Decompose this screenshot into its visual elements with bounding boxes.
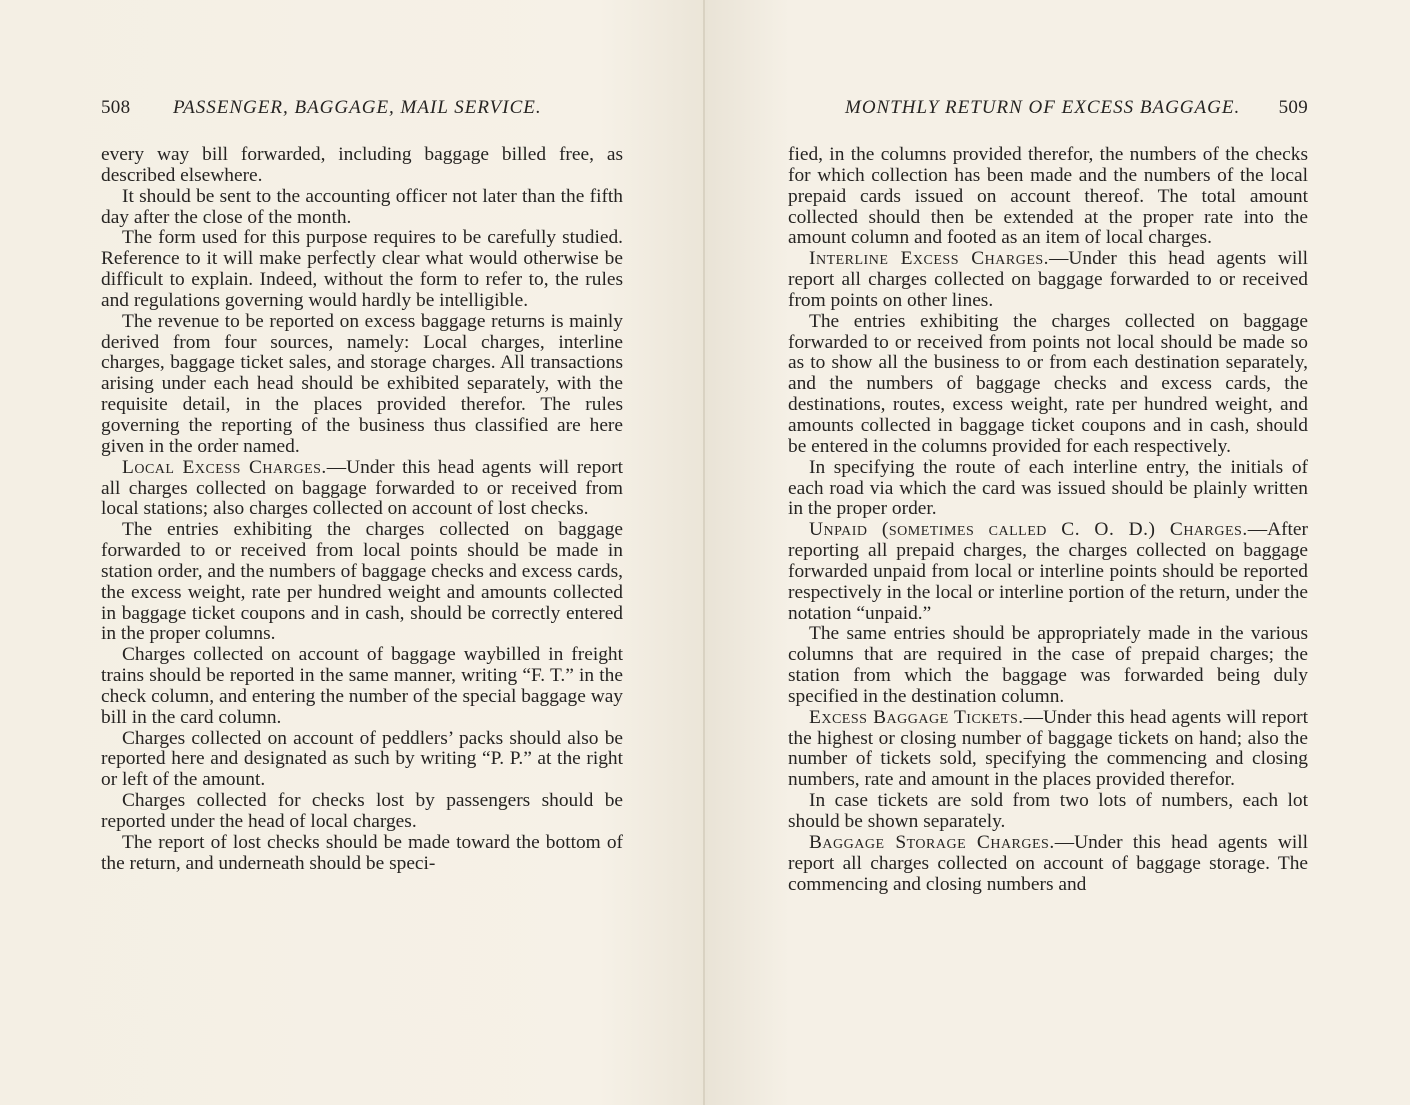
- right-body-text: [788, 145, 1308, 895]
- paragraph: Interline Excess Charges.—Under this head agents will report all charges collected on baggage forwarded to or received from points on other lines.: [788, 248, 1308, 311]
- section-heading: Excess Baggage Tickets.: [809, 706, 1024, 728]
- paragraph: The revenue to be reported on excess baggage returns is mainly derived from four sources, namely: Local charges, interline charges, baggage ticket sales, and storage charges. All transactions arising under each head should be exhibited separately, with the requisite detail, in the places provided therefor. The rules governing the reporting of the business thus classified are here given in the order named.: [101, 310, 623, 457]
- section-heading: Interline Excess Charges.: [809, 248, 1049, 270]
- paragraph: Baggage Storage Charges.—Under this head agents will report all charges collected on account of baggage storage. The commencing and closing numbers and: [788, 831, 1309, 895]
- paragraph: Local Excess Charges.—Under this head agents will report all charges collected on baggage forwarded to or received from local stations; also charges collected on account of lost checks.: [101, 456, 623, 520]
- paragraph: every way bill forwarded, including baggage billed free, as described elsewhere.: [101, 144, 623, 186]
- section-heading: Baggage Storage Charges.: [809, 831, 1055, 853]
- left-body-text: [101, 145, 623, 875]
- paragraph: In case tickets are sold from two lots of numbers, each lot should be shown separately.: [788, 790, 1308, 832]
- paragraph: The entries exhibiting the charges collected on baggage forwarded to or received from points not local should be made so as to show all the business to or from each destination separately, and the numbers of baggage checks and excess cards, the destinations, routes, excess weight, rate per hundred weight, and amounts collected in baggage ticket coupons and in cash, should be entered in the columns provided for each respectively.: [788, 310, 1308, 457]
- page-number: 509: [1278, 97, 1308, 118]
- paragraph: In specifying the route of each interline entry, the initials of each road via which the card was issued should be plainly written in the proper order.: [788, 456, 1308, 520]
- paragraph: Charges collected on account of peddlers’ packs should also be reported here and designated as such by writing “P. P.” at the right or left of the amount.: [101, 727, 623, 791]
- paragraph: The form used for this purpose requires to be carefully studied. Reference to it will make perfectly clear what would otherwise be difficult to explain. Indeed, without the form to refer to, the rules and regulations governing would hardly be intelligible.: [101, 227, 623, 311]
- section-heading: Unpaid (sometimes called C. O. D.) Charges.: [809, 519, 1248, 541]
- paragraph: Excess Baggage Tickets.—Under this head agents will report the highest or closing number of baggage tickets on hand; also the number of tickets sold, specifying the commencing and closing numbers, rate and amount in the places provided therefor.: [788, 706, 1308, 791]
- running-head: MONTHLY RETURN OF EXCESS BAGGAGE.: [845, 97, 1241, 118]
- paragraph: Unpaid (sometimes called C. O. D.) Charges.—After reporting all prepaid charges, the charges collected on baggage forwarded unpaid from local or interline points should be reported respectively in the local or interline portion of the return, under the notation “unpaid.”: [788, 519, 1308, 624]
- paragraph: Charges collected on account of baggage waybilled in freight trains should be reported in the same manner, writing “F. T.” in the check column, and entering the number of the special baggage way bill in the card column.: [101, 644, 623, 728]
- paragraph: Charges collected for checks lost by passengers should be reported under the head of local charges.: [101, 790, 623, 832]
- paragraph: The report of lost checks should be made toward the bottom of the return, and underneath should be speci-: [101, 831, 623, 874]
- paragraph: The entries exhibiting the charges collected on baggage forwarded to or received from local points should be made in station order, and the numbers of baggage checks and excess cards, the excess weight, rate per hundred weight and amounts collected in baggage ticket coupons and in cash, should be correctly entered in the proper columns.: [101, 519, 623, 645]
- section-heading: Local Excess Charges.: [122, 456, 327, 478]
- paragraph: It should be sent to the accounting officer not later than the fifth day after the close of the month.: [101, 185, 623, 228]
- running-head: PASSENGER, BAGGAGE, MAIL SERVICE.: [173, 97, 542, 118]
- page-number: 508: [101, 97, 131, 118]
- paragraph: fied, in the columns provided therefor, the numbers of the checks for which collection has been made and the numbers of the local prepaid cards issued on account thereof. The total amount collected should then be extended at the proper rate into the amount column and footed as an item of local charges.: [788, 144, 1308, 249]
- paragraph: The same entries should be appropriately made in the various columns that are required in the case of prepaid charges; the station from which the baggage was forwarded being duly specified in the destination column.: [788, 623, 1308, 707]
